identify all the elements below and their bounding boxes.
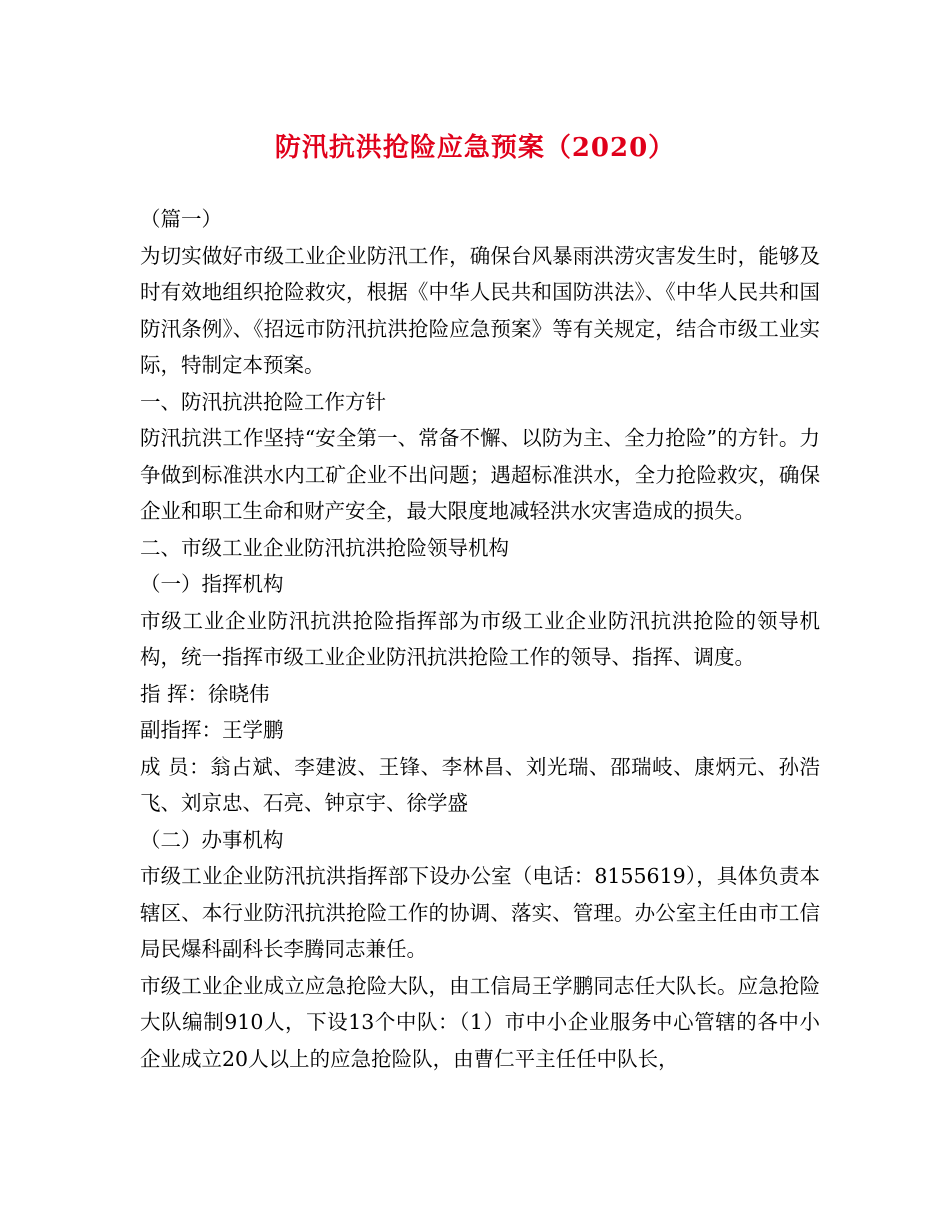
heading-work-policy: 一、防汛抗洪抢险工作方针 — [140, 389, 386, 414]
intro-paragraph: 为切实做好市级工业企业防汛工作，确保台风暴雨洪涝灾害发生时，能够及时有效地组织抢险救灾，根据《中华人民共和国防洪法》、《中华人民共和国防汛条例》、《招远市防汛抗洪抢险应急预案》等有关规定，结合市级工业实际，特制定本预案。 — [140, 243, 820, 377]
document-body — [140, 201, 820, 1077]
document-title: 防汛抗洪抢险应急预案（2020） — [274, 133, 676, 163]
section-label-part-one: （篇一） — [140, 207, 222, 231]
policy-paragraph: 防汛抗洪工作坚持“安全第一、常备不懈、以防为主、全力抢险”的方针。力争做到标准洪水内工矿企业不出问题；遇超标准洪水，全力抢险救灾，确保企业和职工生命和财产安全，最大限度地减轻洪水灾害造成的损失。 — [140, 426, 820, 523]
rescue-team-paragraph: 市级工业企业成立应急抢险大队，由工信局王学鹏同志任大队长。应急抢险大队编制910人，下设13个中队：（1）市中小企业服务中心管辖的各中小企业成立20人以上的应急抢险队，由曹仁平主任任中队长， — [140, 973, 820, 1071]
commander-line: 指 挥：徐晓伟 — [140, 681, 270, 706]
members-line: 成 员：翁占斌、李建波、王锋、李林昌、刘光瑞、邵瑞岐、康炳元、孙浩飞、刘京忠、石亮、钟京宇、徐学盛 — [140, 754, 820, 815]
subheading-command: （一）指挥机构 — [140, 572, 284, 596]
command-paragraph: 市级工业企业防汛抗洪抢险指挥部为市级工业企业防汛抗洪抢险的领导机构，统一指挥市级工业企业防汛抗洪抢险工作的领导、指挥、调度。 — [140, 608, 820, 669]
office-paragraph: 市级工业企业防汛抗洪指挥部下设办公室（电话：8155619），具体负责本辖区、本行业防汛抗洪抢险工作的协调、落实、管理。办公室主任由市工信局民爆科副科长李腾同志兼任。 — [140, 864, 820, 961]
deputy-commander-line: 副指挥：王学鹏 — [140, 718, 284, 742]
heading-leadership: 二、市级工业企业防汛抗洪抢险领导机构 — [140, 535, 509, 560]
subheading-office: （二）办事机构 — [140, 827, 284, 852]
